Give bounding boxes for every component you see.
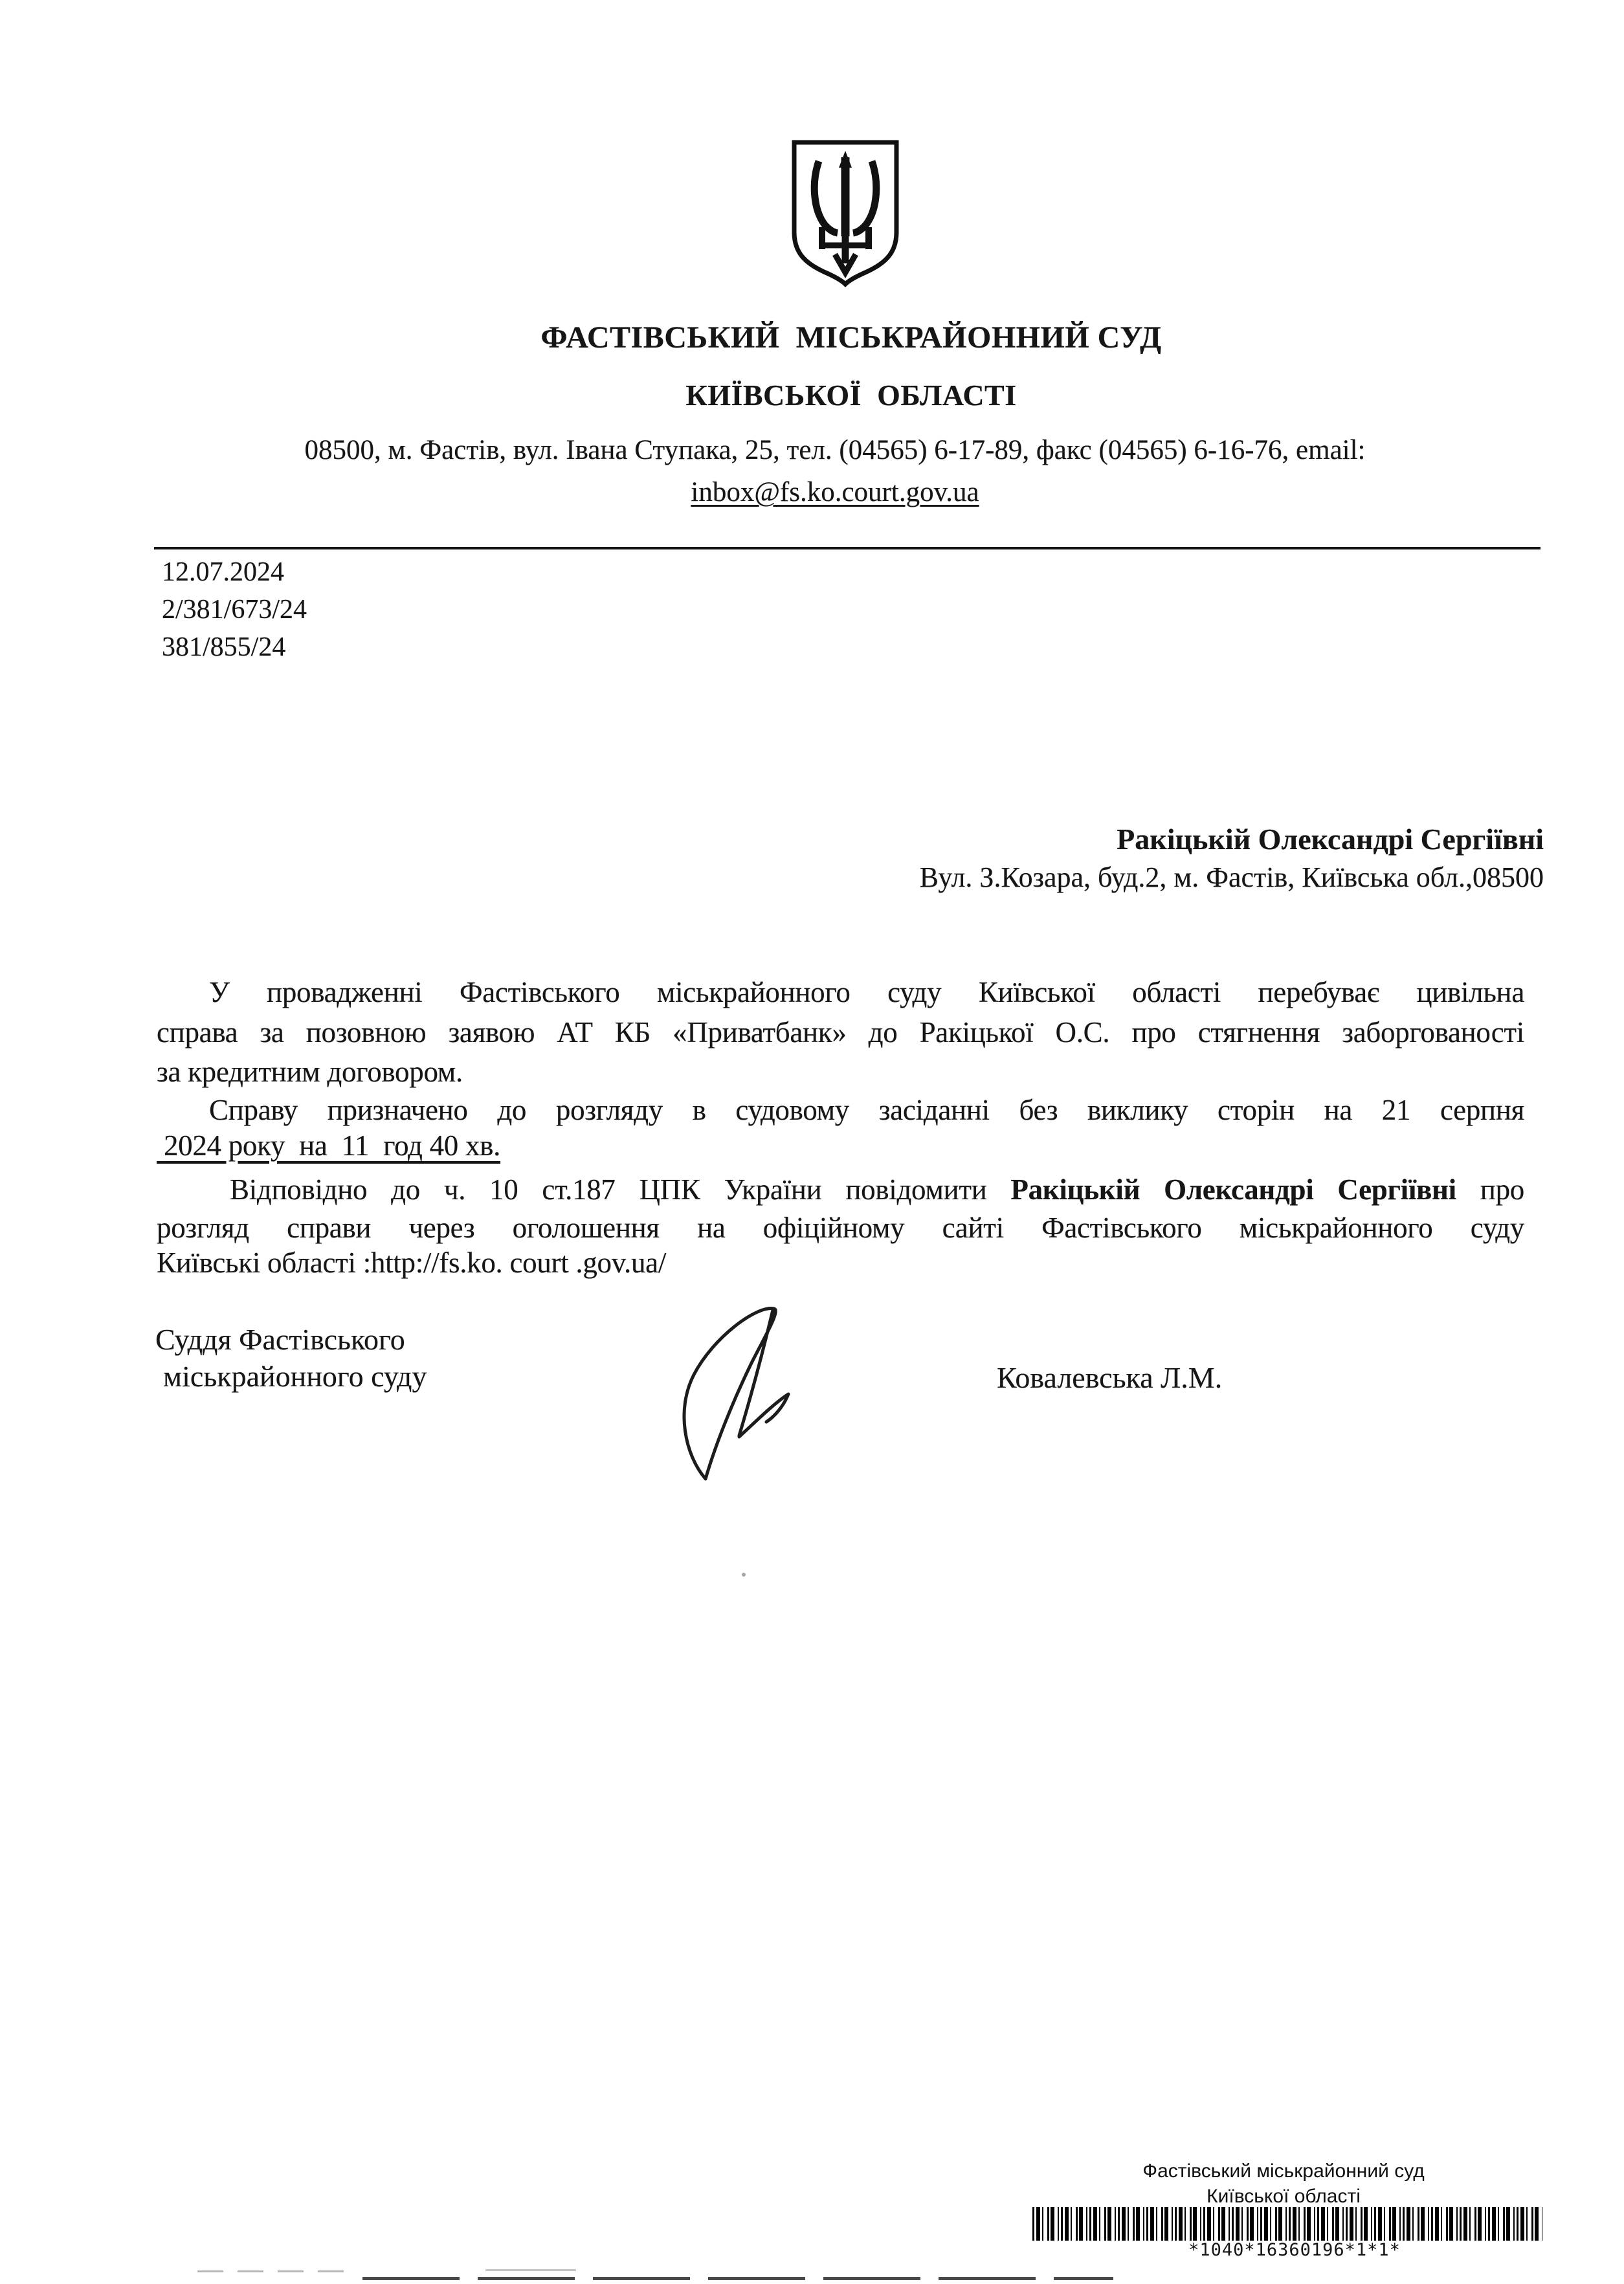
court-email: inbox@fs.ko.court.gov.ua (691, 477, 979, 507)
footer-court-line2: Київської області (1207, 2186, 1361, 2207)
body-line-6-post: про (1456, 1173, 1524, 1206)
proceeding-number: 2/381/673/24 (162, 595, 307, 625)
case-number: 381/855/24 (162, 632, 286, 662)
hearing-date-underlined: 2024 року на 11 год 40 хв. (157, 1129, 501, 1162)
barcode (1032, 2207, 1542, 2241)
letter-date: 12.07.2024 (162, 557, 284, 587)
scanner-artifact-dash (197, 2270, 350, 2272)
ukraine-trident-emblem (788, 138, 902, 288)
body-line-3: за кредитним договором. (157, 1056, 463, 1088)
body-line-5 (157, 1129, 1524, 1162)
barcode-value: *1040*16360196*1*1* (1188, 2240, 1401, 2260)
body-line-7: розгляд справи через оголошення на офіційному сайті Фастівського міськрайонного суду (157, 1212, 1524, 1244)
recipient-name-inline-bold: Ракіцькій Олександрі Сергіївні (1010, 1173, 1456, 1206)
scan-speck (742, 1573, 746, 1577)
body-line-6 (157, 1173, 1524, 1206)
court-name-line1: ФАСТІВСЬКИЙ МІСЬКРАЙОННИЙ СУД (540, 320, 1162, 355)
judge-title-line2: міськрайонного суду (163, 1360, 427, 1393)
recipient-name: Ракіцькій Олександрі Сергіївні (1117, 823, 1544, 856)
scanner-artifact-line (362, 2277, 1113, 2280)
body-line-6-pre: Відповідно до ч. 10 ст.187 ЦПК України повідомити (230, 1173, 1011, 1206)
header-divider (154, 547, 1541, 549)
judge-title-line1: Суддя Фастівського (155, 1323, 405, 1356)
body-line-8: Київські області :http://fs.ko. court .gov.ua/ (157, 1247, 667, 1279)
body-line-4: Справу призначено до розгляду в судовому засіданні без виклику сторін на 21 серпня (209, 1094, 1524, 1126)
recipient-address: Вул. З.Козара, буд.2, м. Фастів, Київська обл.,08500 (919, 861, 1544, 893)
judge-name: Ковалевська Л.М. (997, 1361, 1223, 1394)
body-line-2: справа за позовною заявою АТ КБ «Приватбанк» до Ракіцької О.С. про стягнення заборгованості (157, 1016, 1524, 1048)
scanner-artifact-dash (485, 2269, 576, 2271)
handwritten-signature-icon (660, 1300, 796, 1487)
judge-signature (660, 1300, 796, 1487)
court-contact-line: 08500, м. Фастів, вул. Івана Ступака, 25, тел. (04565) 6-17-89, факс (04565) 6-16-76, email: (304, 435, 1366, 465)
body-line-1: У провадженні Фастівського міськрайонного суду Київської області перебуває цивільна (209, 976, 1524, 1008)
trident-shield-icon (788, 138, 902, 288)
footer-court-line1: Фастівський міськрайонний суд (1142, 2160, 1425, 2182)
court-name-line2: КИЇВСЬКОЇ ОБЛАСТІ (685, 379, 1017, 412)
